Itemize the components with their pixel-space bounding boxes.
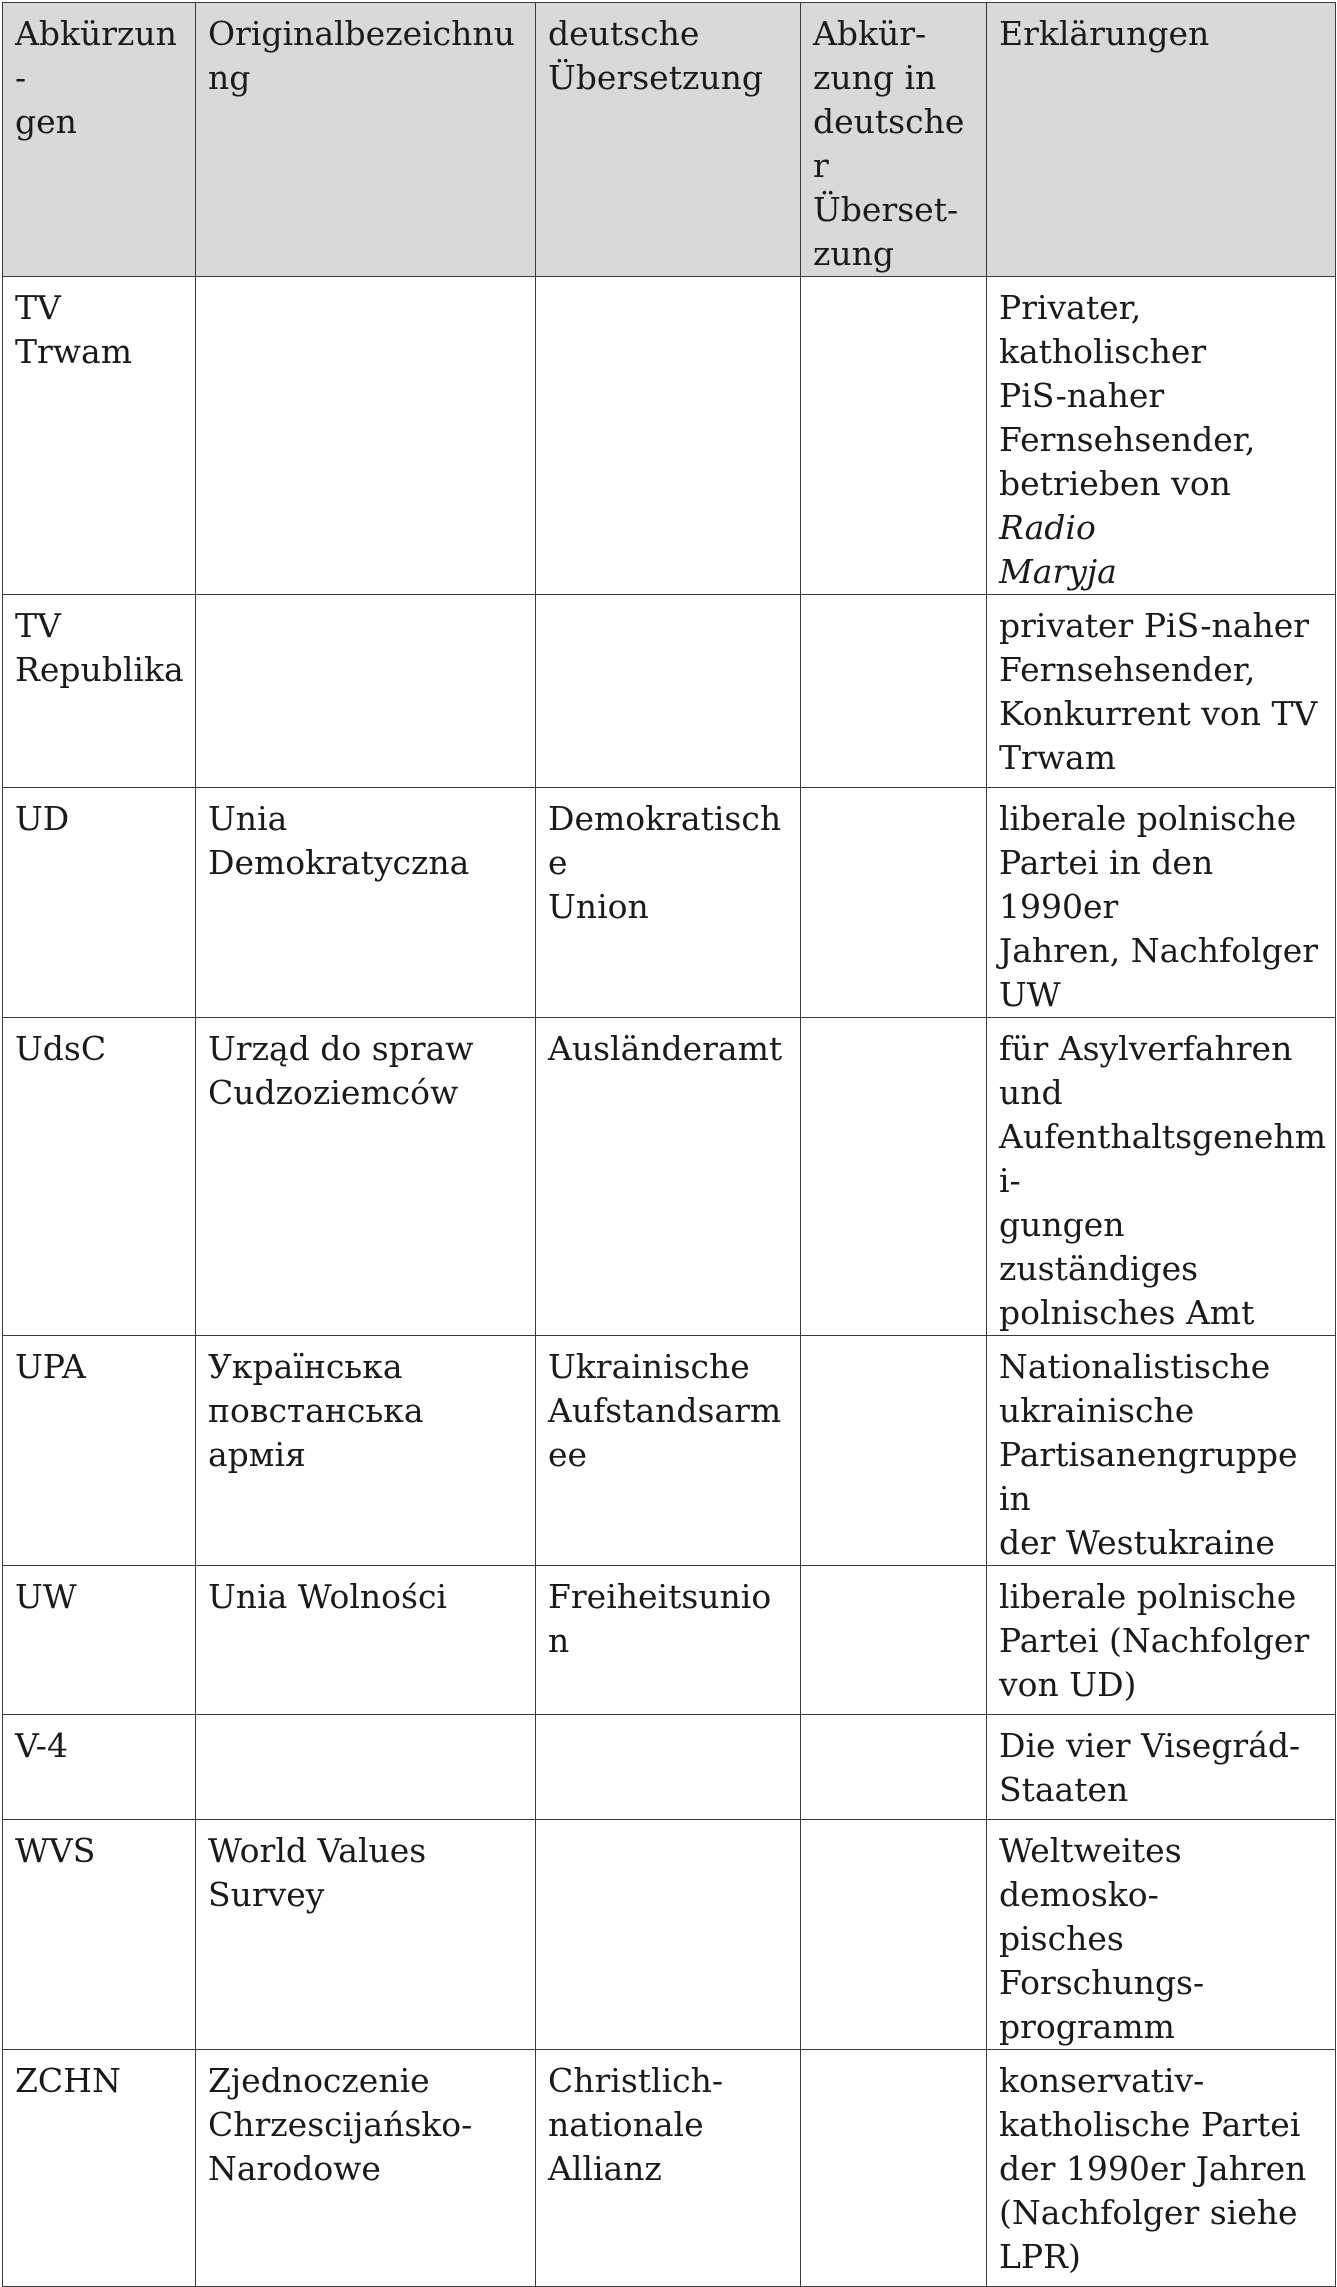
cell-german-translation: Freiheitsunion: [536, 1566, 801, 1715]
cell-explanation: privater PiS-naher Fernsehsender, Konkurrent von TV Trwam: [987, 595, 1336, 788]
cell-german-abbreviation: [801, 1820, 987, 2050]
cell-explanation: Die vier Visegrád- Staaten: [987, 1715, 1336, 1820]
header-abbreviations: Abkürzun- gen: [3, 3, 196, 277]
cell-abbreviation: UdsC: [3, 1018, 196, 1336]
header-row: [3, 3, 1336, 277]
header-german-translation: deutsche Übersetzung: [536, 3, 801, 277]
cell-german-translation: Demokratische Union: [536, 788, 801, 1018]
cell-german-translation: [536, 595, 801, 788]
cell-german-abbreviation: [801, 595, 987, 788]
cell-abbreviation: WVS: [3, 1820, 196, 2050]
cell-german-translation: Ausländeramt: [536, 1018, 801, 1336]
cell-german-abbreviation: [801, 1566, 987, 1715]
cell-german-abbreviation: [801, 277, 987, 595]
cell-german-abbreviation: [801, 2050, 987, 2287]
cell-original-name: [196, 277, 536, 595]
cell-original-name: Zjednoczenie Chrzescijańsko- Narodowe: [196, 2050, 536, 2287]
cell-german-translation: [536, 1820, 801, 2050]
cell-original-name: Unia Demokratyczna: [196, 788, 536, 1018]
cell-german-translation: [536, 1715, 801, 1820]
cell-abbreviation: TV Trwam: [3, 277, 196, 595]
cell-german-abbreviation: [801, 1336, 987, 1566]
cell-german-abbreviation: [801, 1018, 987, 1336]
table-header: [3, 3, 1336, 277]
cell-original-name: Unia Wolności: [196, 1566, 536, 1715]
cell-german-translation: [536, 277, 801, 595]
table-body: [3, 277, 1336, 2287]
cell-original-name: [196, 595, 536, 788]
cell-explanation: für Asylverfahren und Aufenthaltsgenehmi- gungen zuständiges polnisches Amt: [987, 1018, 1336, 1336]
table-row: [3, 595, 1336, 788]
abbreviation-table: [2, 2, 1336, 2287]
cell-abbreviation: ZCHN: [3, 2050, 196, 2287]
table-row: [3, 788, 1336, 1018]
cell-german-abbreviation: [801, 1715, 987, 1820]
cell-original-name: [196, 1715, 536, 1820]
cell-original-name: Українська повстанська армія: [196, 1336, 536, 1566]
cell-original-name: Urząd do spraw Cudzoziemców: [196, 1018, 536, 1336]
header-explanations: Erklärungen: [987, 3, 1336, 277]
cell-abbreviation: TV Republika: [3, 595, 196, 788]
cell-original-name: World Values Survey: [196, 1820, 536, 2050]
table-row: [3, 1820, 1336, 2050]
cell-abbreviation: UW: [3, 1566, 196, 1715]
header-original-name: Originalbezeichnung: [196, 3, 536, 277]
cell-explanation: Weltweites demosko- pisches Forschungs- programm: [987, 1820, 1336, 2050]
cell-abbreviation: V-4: [3, 1715, 196, 1820]
header-german-abbreviation: Abkür- zung in deutscher Überset- zung: [801, 3, 987, 277]
cell-explanation: liberale polnische Partei (Nachfolger von UD): [987, 1566, 1336, 1715]
table-row: [3, 1336, 1336, 1566]
cell-abbreviation: UD: [3, 788, 196, 1018]
cell-explanation: [987, 277, 1336, 595]
cell-german-translation: Christlich- nationale Allianz: [536, 2050, 801, 2287]
table-row: [3, 2050, 1336, 2287]
explanation-text: Privater, katholischer PiS-naher Fernsehsender, betrieben von: [999, 288, 1256, 503]
table-row: [3, 1566, 1336, 1715]
cell-german-abbreviation: [801, 788, 987, 1018]
explanation-italic-text: Radio Maryja: [999, 508, 1117, 591]
table-row: [3, 277, 1336, 595]
cell-german-translation: Ukrainische Aufstandsarmee: [536, 1336, 801, 1566]
cell-explanation: liberale polnische Partei in den 1990er Jahren, Nachfolger UW: [987, 788, 1336, 1018]
table-row: [3, 1018, 1336, 1336]
cell-abbreviation: UPA: [3, 1336, 196, 1566]
cell-explanation: Nationalistische ukrainische Partisanengruppe in der Westukraine: [987, 1336, 1336, 1566]
table-row: [3, 1715, 1336, 1820]
cell-explanation: konservativ- katholische Partei der 1990er Jahren (Nachfolger siehe LPR): [987, 2050, 1336, 2287]
